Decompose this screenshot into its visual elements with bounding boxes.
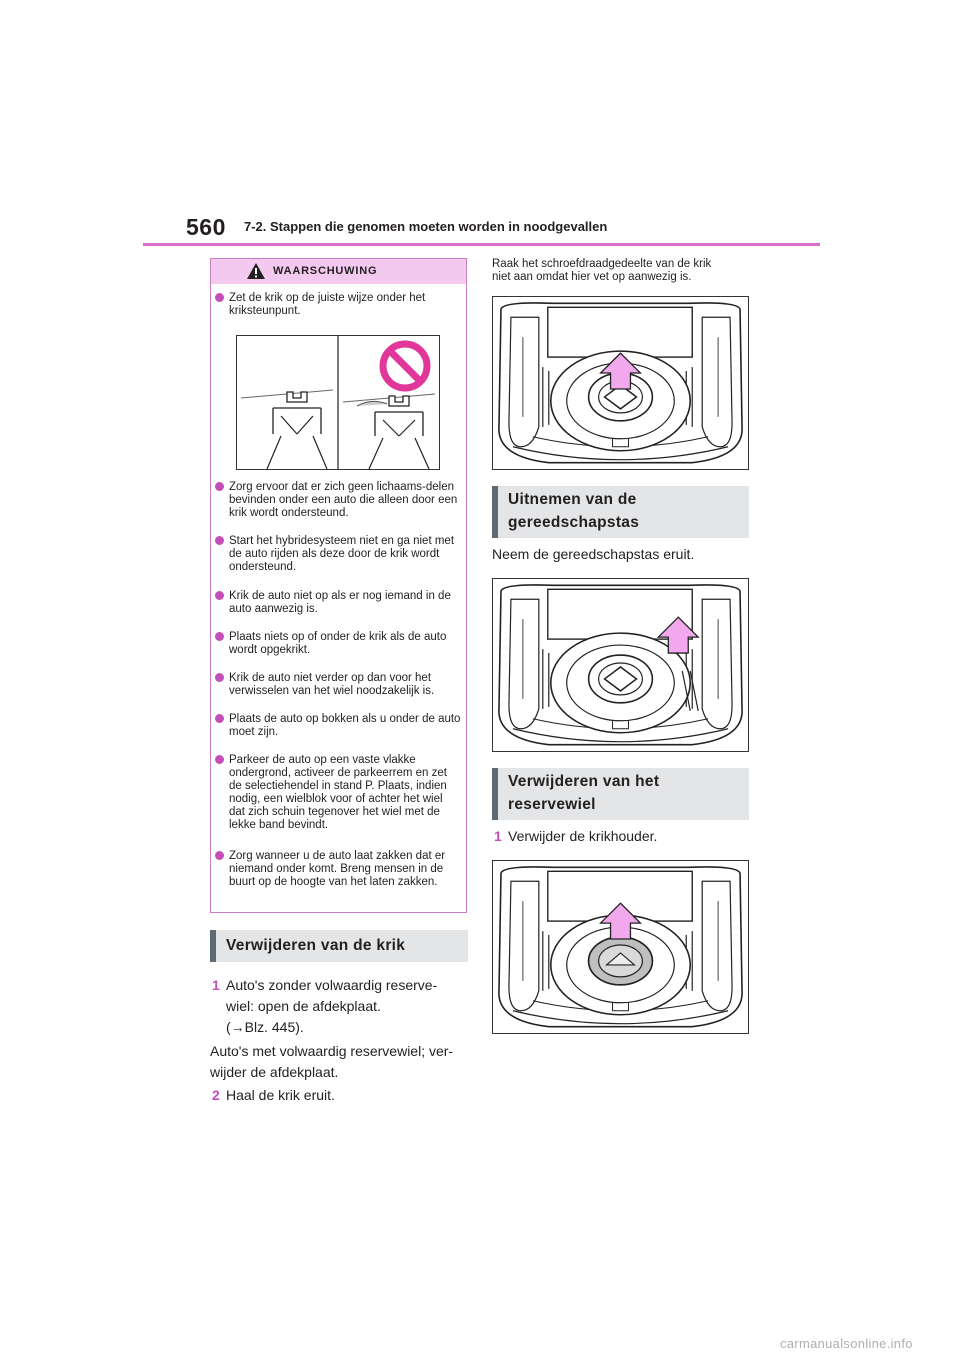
jack-in-trunk-illustration — [492, 296, 749, 470]
bullet-icon — [215, 632, 224, 641]
warning-box — [210, 258, 467, 913]
section-header-toolbag: Uitnemen van de gereedschapstas — [492, 486, 749, 538]
bullet-icon — [215, 673, 224, 682]
warning-item: Zorg wanneer u de auto laat zakken dat er niemand onder komt. Breng mensen in de buurt op de hoogte van het laten zakken. — [215, 850, 461, 889]
toolbag-instruction: Neem de gereedschapstas eruit. — [492, 546, 695, 562]
caution-note: Raak het schroefdraadgedeelte van de krik niet aan omdat hier vet op aanwezig is. — [492, 258, 712, 283]
warning-item: Parkeer de auto op een vaste vlakke ondergrond, activeer de parkeerrem en zet de selectiehendel in stand P. Plaats, indien nodig, een wielblok voor of achter het wiel dat zich schuin tegenover het wiel met de lekke band bevindt. — [215, 754, 461, 832]
warning-item: Krik de auto niet verder op dan voor het verwisselen van het wiel noodzakelijk is. — [215, 672, 461, 698]
warning-triangle-icon — [246, 262, 266, 280]
step-number: 1 — [212, 977, 220, 993]
toolbag-removal-illustration — [492, 578, 749, 752]
bullet-icon — [215, 482, 224, 491]
bullet-icon — [215, 755, 224, 764]
jack-holder-removal-illustration — [492, 860, 749, 1034]
bullet-icon — [215, 851, 224, 860]
bullet-icon — [215, 293, 224, 302]
warning-item: Plaats de auto op bokken als u onder de auto moet zijn. — [215, 713, 461, 739]
step-2-remove-jack: 2 Haal de krik eruit. — [212, 1085, 472, 1106]
step-1-remove-jack: 1 Auto's zonder volwaardig reserve- wiel: open de afdekplaat. (→Blz. 445). — [212, 975, 472, 1038]
paragraph-cover: Auto's met volwaardig reservewiel; ver- wijder de afdekplaat. — [210, 1043, 454, 1080]
warning-item: Zorg ervoor dat er zich geen lichaams-delen bevinden onder een auto die alleen door een krik wordt ondersteund. — [215, 481, 461, 520]
bullet-icon — [215, 591, 224, 600]
step-1-spare-wheel: 1 Verwijder de krikhouder. — [494, 826, 754, 847]
section-header-spare-wheel: Verwijderen van het reservewiel — [492, 768, 749, 820]
chapter-title: 7-2. Stappen die genomen moeten worden in noodgevallen — [244, 219, 608, 234]
bullet-icon — [215, 714, 224, 723]
jack-placement-illustration — [236, 335, 440, 470]
watermark: carmanualsonline.info — [780, 1336, 913, 1351]
page-reference-link[interactable]: (→Blz. 445). — [226, 1019, 304, 1035]
warning-item: Zet de krik op de juiste wijze onder het kriksteunpunt. — [215, 292, 461, 318]
page-number: 560 — [186, 214, 226, 240]
warning-item: Start het hybridesysteem niet en ga niet met de auto rijden als deze door de krik wordt ondersteund. — [215, 535, 461, 574]
header-rule — [143, 243, 820, 246]
section-header-remove-jack: Verwijderen van de krik — [210, 930, 468, 962]
warning-item: Krik de auto niet op als er nog iemand in de auto aanwezig is. — [215, 590, 461, 616]
bullet-icon — [215, 536, 224, 545]
warning-item: Plaats niets op of onder de krik als de auto wordt opgekrikt. — [215, 631, 461, 657]
step-number: 2 — [212, 1087, 220, 1103]
step-number: 1 — [494, 828, 502, 844]
prohibition-icon — [383, 344, 427, 388]
warning-title: WAARSCHUWING — [273, 265, 378, 277]
warning-header — [211, 259, 466, 284]
